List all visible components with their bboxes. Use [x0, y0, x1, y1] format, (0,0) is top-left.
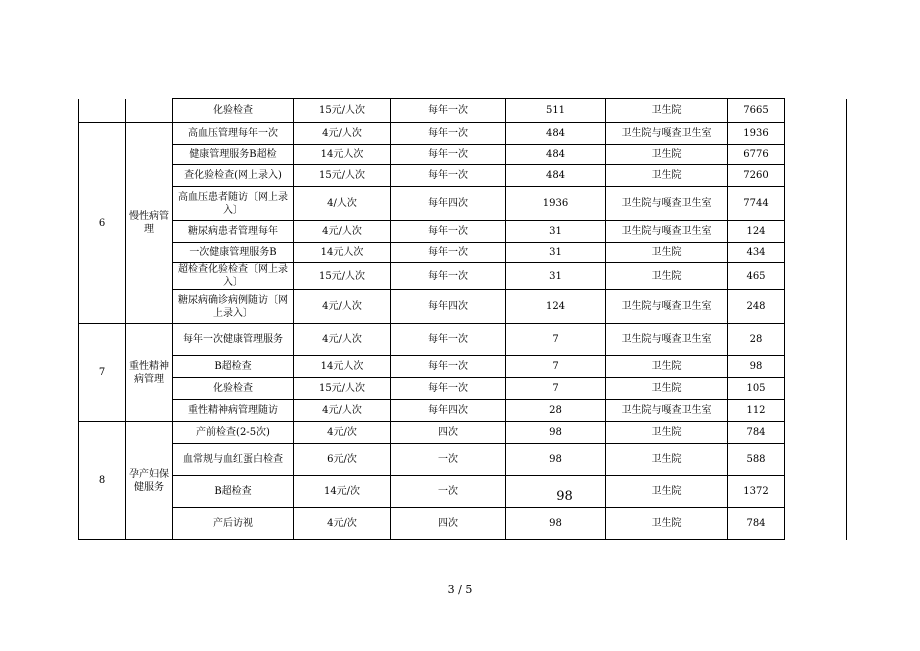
- unit-price-cell: 4元/人次: [294, 400, 391, 422]
- frequency-cell: 四次: [391, 508, 506, 540]
- total-cell: 784: [728, 508, 785, 540]
- blank-cell: [785, 263, 847, 290]
- service-item-cell: 重性精神病管理随访: [173, 400, 294, 422]
- unit-price-cell: 4元/人次: [294, 221, 391, 243]
- count-cell: 98: [506, 508, 606, 540]
- table-row: [79, 243, 847, 263]
- table-row: [79, 187, 847, 221]
- total-cell: 1936: [728, 123, 785, 145]
- count-cell: 511: [506, 99, 606, 123]
- service-item-cell: 一次健康管理服务B: [173, 243, 294, 263]
- row-number-cell: 7: [79, 324, 126, 422]
- blank-cell: [785, 187, 847, 221]
- service-item-cell: 高血压患者随访〔网上录入〕: [173, 187, 294, 221]
- table-row: [79, 378, 847, 400]
- count-cell: 484: [506, 123, 606, 145]
- unit-price-cell: 15元/人次: [294, 378, 391, 400]
- blank-cell: [785, 145, 847, 165]
- table-row: [79, 145, 847, 165]
- unit-price-cell: 4元/人次: [294, 123, 391, 145]
- category-cell: 孕产妇保健服务: [126, 422, 173, 540]
- service-item-cell: 糖尿病患者管理每年: [173, 221, 294, 243]
- organization-cell: 卫生院: [606, 444, 728, 476]
- total-cell: 1372: [728, 476, 785, 508]
- count-cell: 7: [506, 356, 606, 378]
- count-cell: 31: [506, 263, 606, 290]
- count-cell: 124: [506, 290, 606, 324]
- category-cell: 慢性病管理: [126, 123, 173, 324]
- table-row: [79, 356, 847, 378]
- table-row: [79, 221, 847, 243]
- organization-cell: 卫生院: [606, 165, 728, 187]
- frequency-cell: 每年一次: [391, 378, 506, 400]
- blank-cell: [785, 243, 847, 263]
- unit-price-cell: 4元/次: [294, 508, 391, 540]
- frequency-cell: 每年一次: [391, 99, 506, 123]
- table-row: [79, 165, 847, 187]
- count-cell: 98: [506, 444, 606, 476]
- count-cell: 98: [506, 422, 606, 444]
- total-cell: 784: [728, 422, 785, 444]
- service-item-cell: 产前检查(2-5次): [173, 422, 294, 444]
- table-row: [79, 123, 847, 145]
- count-cell: 31: [506, 221, 606, 243]
- unit-price-cell: 6元/次: [294, 444, 391, 476]
- blank-cell: [785, 356, 847, 378]
- total-cell: 28: [728, 324, 785, 356]
- row-number-cell: [79, 99, 126, 123]
- blank-cell: [785, 400, 847, 422]
- frequency-cell: 每年四次: [391, 187, 506, 221]
- count-cell: [506, 476, 606, 508]
- unit-price-cell: 14元人次: [294, 145, 391, 165]
- organization-cell: 卫生院与嘎查卫生室: [606, 187, 728, 221]
- unit-price-cell: 14元/次: [294, 476, 391, 508]
- unit-price-cell: 15元/人次: [294, 263, 391, 290]
- count-cell: 1936: [506, 187, 606, 221]
- organization-cell: 卫生院: [606, 476, 728, 508]
- organization-cell: 卫生院: [606, 378, 728, 400]
- total-cell: 7665: [728, 99, 785, 123]
- frequency-cell: 每年一次: [391, 263, 506, 290]
- total-cell: 112: [728, 400, 785, 422]
- total-cell: 248: [728, 290, 785, 324]
- frequency-cell: 每年一次: [391, 243, 506, 263]
- frequency-cell: 四次: [391, 422, 506, 444]
- service-item-cell: 化验检查: [173, 378, 294, 400]
- service-item-cell: 血常规与血红蛋白检查: [173, 444, 294, 476]
- frequency-cell: 每年一次: [391, 324, 506, 356]
- table-row: [79, 324, 847, 356]
- frequency-cell: 每年一次: [391, 123, 506, 145]
- organization-cell: 卫生院与嘎查卫生室: [606, 324, 728, 356]
- total-cell: 98: [728, 356, 785, 378]
- total-cell: 7744: [728, 187, 785, 221]
- frequency-cell: 每年一次: [391, 221, 506, 243]
- frequency-cell: 一次: [391, 444, 506, 476]
- unit-price-cell: 14元人次: [294, 243, 391, 263]
- total-cell: 434: [728, 243, 785, 263]
- service-item-cell: 每年一次健康管理服务: [173, 324, 294, 356]
- table-row: [79, 422, 847, 444]
- organization-cell: 卫生院: [606, 145, 728, 165]
- blank-cell: [785, 290, 847, 324]
- blank-cell: [785, 508, 847, 540]
- service-item-cell: 查化验检查(网上录入): [173, 165, 294, 187]
- organization-cell: 卫生院与嘎查卫生室: [606, 400, 728, 422]
- total-cell: 465: [728, 263, 785, 290]
- table-row: [79, 290, 847, 324]
- frequency-cell: 每年四次: [391, 290, 506, 324]
- count-cell: 484: [506, 145, 606, 165]
- service-item-cell: 糖尿病确诊病例随访〔网上录入〕: [173, 290, 294, 324]
- count-value: 98: [556, 488, 573, 504]
- service-item-cell: 超检查化验检查〔网上录入〕: [173, 263, 294, 290]
- row-number-cell: 8: [79, 422, 126, 540]
- total-cell: 588: [728, 444, 785, 476]
- blank-cell: [785, 444, 847, 476]
- table-row: [79, 444, 847, 476]
- total-cell: 124: [728, 221, 785, 243]
- count-cell: 28: [506, 400, 606, 422]
- blank-cell: [785, 422, 847, 444]
- service-item-cell: B超检查: [173, 356, 294, 378]
- organization-cell: 卫生院与嘎查卫生室: [606, 123, 728, 145]
- organization-cell: 卫生院: [606, 243, 728, 263]
- table-row: [79, 400, 847, 422]
- unit-price-cell: 4元/人次: [294, 290, 391, 324]
- service-item-cell: 健康管理服务B超检: [173, 145, 294, 165]
- service-item-cell: 高血压管理每年一次: [173, 123, 294, 145]
- total-cell: 6776: [728, 145, 785, 165]
- organization-cell: 卫生院与嘎查卫生室: [606, 221, 728, 243]
- count-cell: 31: [506, 243, 606, 263]
- frequency-cell: 一次: [391, 476, 506, 508]
- blank-cell: [785, 221, 847, 243]
- unit-price-cell: 15元/人次: [294, 99, 391, 123]
- service-item-cell: B超检查: [173, 476, 294, 508]
- table-row: [79, 508, 847, 540]
- organization-cell: 卫生院: [606, 99, 728, 123]
- blank-cell: [785, 378, 847, 400]
- table-row: [79, 476, 847, 508]
- service-item-cell: 化验检查: [173, 99, 294, 123]
- total-cell: 105: [728, 378, 785, 400]
- blank-cell: [785, 324, 847, 356]
- count-cell: 7: [506, 378, 606, 400]
- count-cell: 7: [506, 324, 606, 356]
- frequency-cell: 每年一次: [391, 145, 506, 165]
- unit-price-cell: 4元/次: [294, 422, 391, 444]
- total-cell: 7260: [728, 165, 785, 187]
- organization-cell: 卫生院与嘎查卫生室: [606, 290, 728, 324]
- blank-cell: [785, 123, 847, 145]
- frequency-cell: 每年四次: [391, 400, 506, 422]
- service-item-cell: 产后访视: [173, 508, 294, 540]
- unit-price-cell: 15元/人次: [294, 165, 391, 187]
- organization-cell: 卫生院: [606, 508, 728, 540]
- frequency-cell: 每年一次: [391, 356, 506, 378]
- table-row: [79, 99, 847, 123]
- blank-cell: [785, 476, 847, 508]
- category-cell: 重性精神病管理: [126, 324, 173, 422]
- blank-cell: [785, 165, 847, 187]
- category-cell: [126, 99, 173, 123]
- service-fee-table: [78, 98, 847, 540]
- row-number-cell: 6: [79, 123, 126, 324]
- unit-price-cell: 4/人次: [294, 187, 391, 221]
- organization-cell: 卫生院: [606, 422, 728, 444]
- count-cell: 484: [506, 165, 606, 187]
- unit-price-cell: 14元人次: [294, 356, 391, 378]
- table-row: [79, 263, 847, 290]
- blank-cell: [785, 99, 847, 123]
- organization-cell: 卫生院: [606, 263, 728, 290]
- unit-price-cell: 4元/人次: [294, 324, 391, 356]
- organization-cell: 卫生院: [606, 356, 728, 378]
- page-number: 3 / 5: [447, 583, 473, 596]
- frequency-cell: 每年一次: [391, 165, 506, 187]
